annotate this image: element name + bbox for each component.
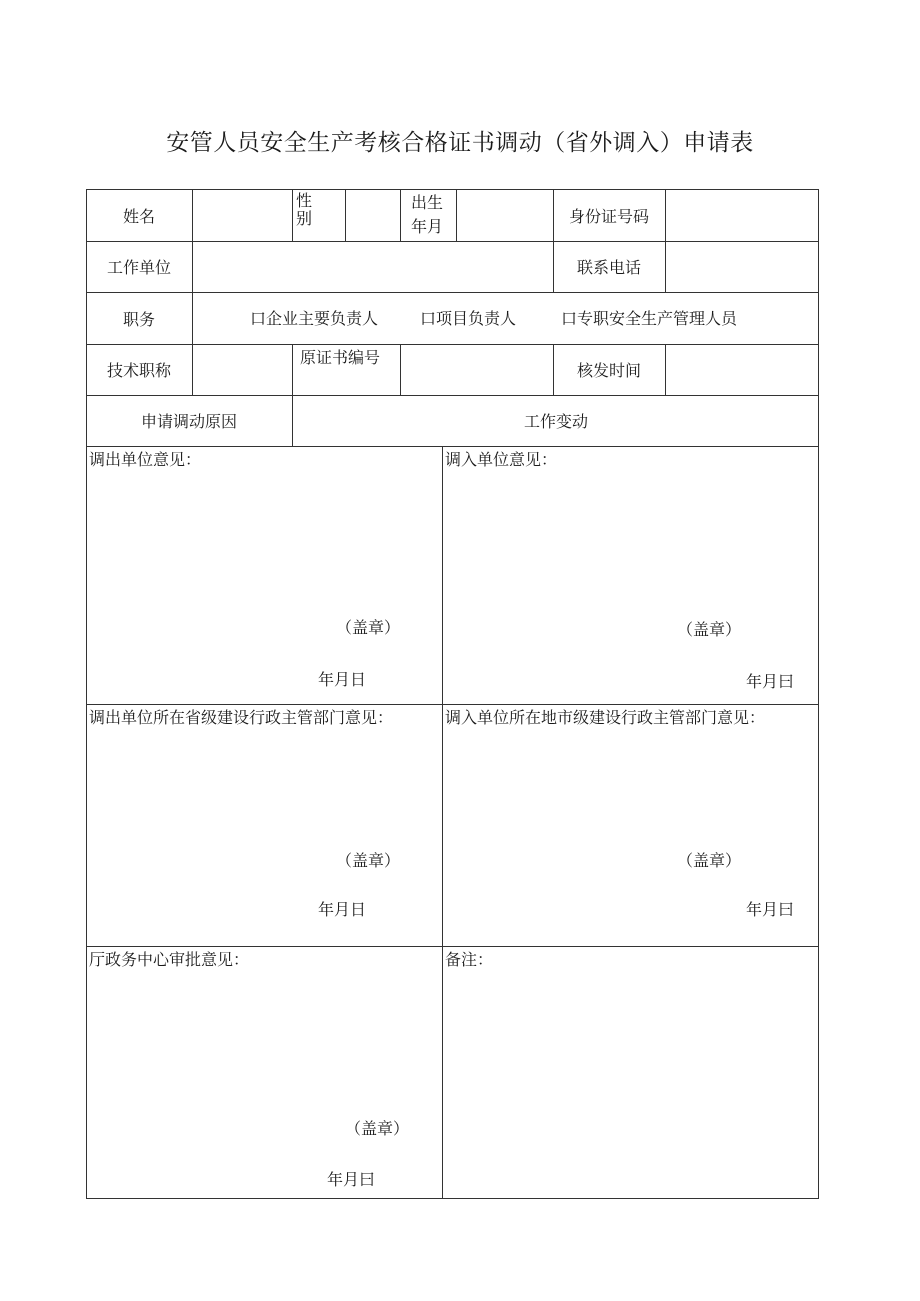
col-divider: [292, 344, 293, 395]
position-option-enterprise-head[interactable]: 口企业主要负责人: [250, 309, 379, 328]
name-label: 姓名: [122, 206, 155, 226]
row-divider: [86, 292, 819, 293]
in-unit-date: 年月曰: [746, 672, 795, 691]
row-divider: [86, 704, 819, 705]
position-option-project-head[interactable]: 口项目负责人: [420, 309, 517, 328]
in-dept-seal: （盖章）: [677, 851, 742, 870]
application-form-table: [86, 189, 819, 1199]
id-number-label: 身份证号码: [568, 206, 649, 226]
position-label: 职务: [122, 309, 155, 329]
out-unit-seal: （盖章）: [336, 618, 401, 637]
service-center-seal: （盖章）: [345, 1119, 410, 1138]
out-dept-seal: （盖章）: [336, 851, 401, 870]
in-dept-opinion-label: 调入单位所在地市级建设行政主管部门意见：: [445, 708, 766, 727]
col-divider: [400, 189, 401, 241]
out-unit-date: 年月日: [318, 670, 367, 689]
service-center-opinion-label: 厅政务中心审批意见：: [89, 950, 250, 969]
gender-label-line1: 性: [296, 191, 313, 210]
col-divider: [192, 292, 193, 344]
out-dept-date: 年月日: [318, 900, 367, 919]
gender-field[interactable]: [346, 190, 399, 240]
certificate-number-field[interactable]: [401, 345, 552, 394]
out-unit-opinion-label: 调出单位意见：: [89, 450, 202, 469]
position-option-safety-manager[interactable]: 口专职安全生产管理人员: [561, 309, 738, 328]
employer-label: 工作单位: [106, 258, 171, 277]
issue-date-field[interactable]: [666, 345, 818, 394]
in-dept-date: 年月曰: [746, 900, 795, 919]
birth-label-line1: 出生: [411, 193, 444, 212]
transfer-reason-value[interactable]: 工作变动: [523, 412, 588, 431]
row-divider: [86, 946, 819, 947]
remarks-label: 备注：: [445, 950, 494, 969]
technical-title-label: 技术职称: [106, 361, 171, 380]
phone-field[interactable]: [666, 242, 818, 291]
service-center-date: 年月曰: [327, 1170, 376, 1189]
transfer-reason-label: 申请调动原因: [140, 412, 237, 431]
birth-field[interactable]: [457, 190, 552, 240]
col-divider: [292, 189, 293, 241]
row-divider: [86, 446, 819, 447]
employer-field[interactable]: [193, 242, 552, 291]
technical-title-field[interactable]: [193, 345, 291, 394]
gender-label-line2: 别: [296, 209, 313, 228]
in-unit-opinion-label: 调入单位意见：: [445, 450, 558, 469]
out-dept-opinion-label: 调出单位所在省级建设行政主管部门意见：: [89, 708, 394, 727]
in-unit-seal: （盖章）: [677, 620, 742, 639]
birth-label-line2: 年月: [411, 217, 444, 236]
col-divider: [442, 446, 443, 1199]
id-number-field[interactable]: [666, 190, 818, 240]
issue-date-label: 核发时间: [576, 361, 641, 380]
phone-label: 联系电话: [576, 258, 641, 277]
name-field[interactable]: [193, 190, 291, 240]
page-title: 安管人员安全生产考核合格证书调动（省外调入）申请表: [166, 130, 754, 156]
certificate-number-label: 原证书编号: [300, 348, 381, 367]
